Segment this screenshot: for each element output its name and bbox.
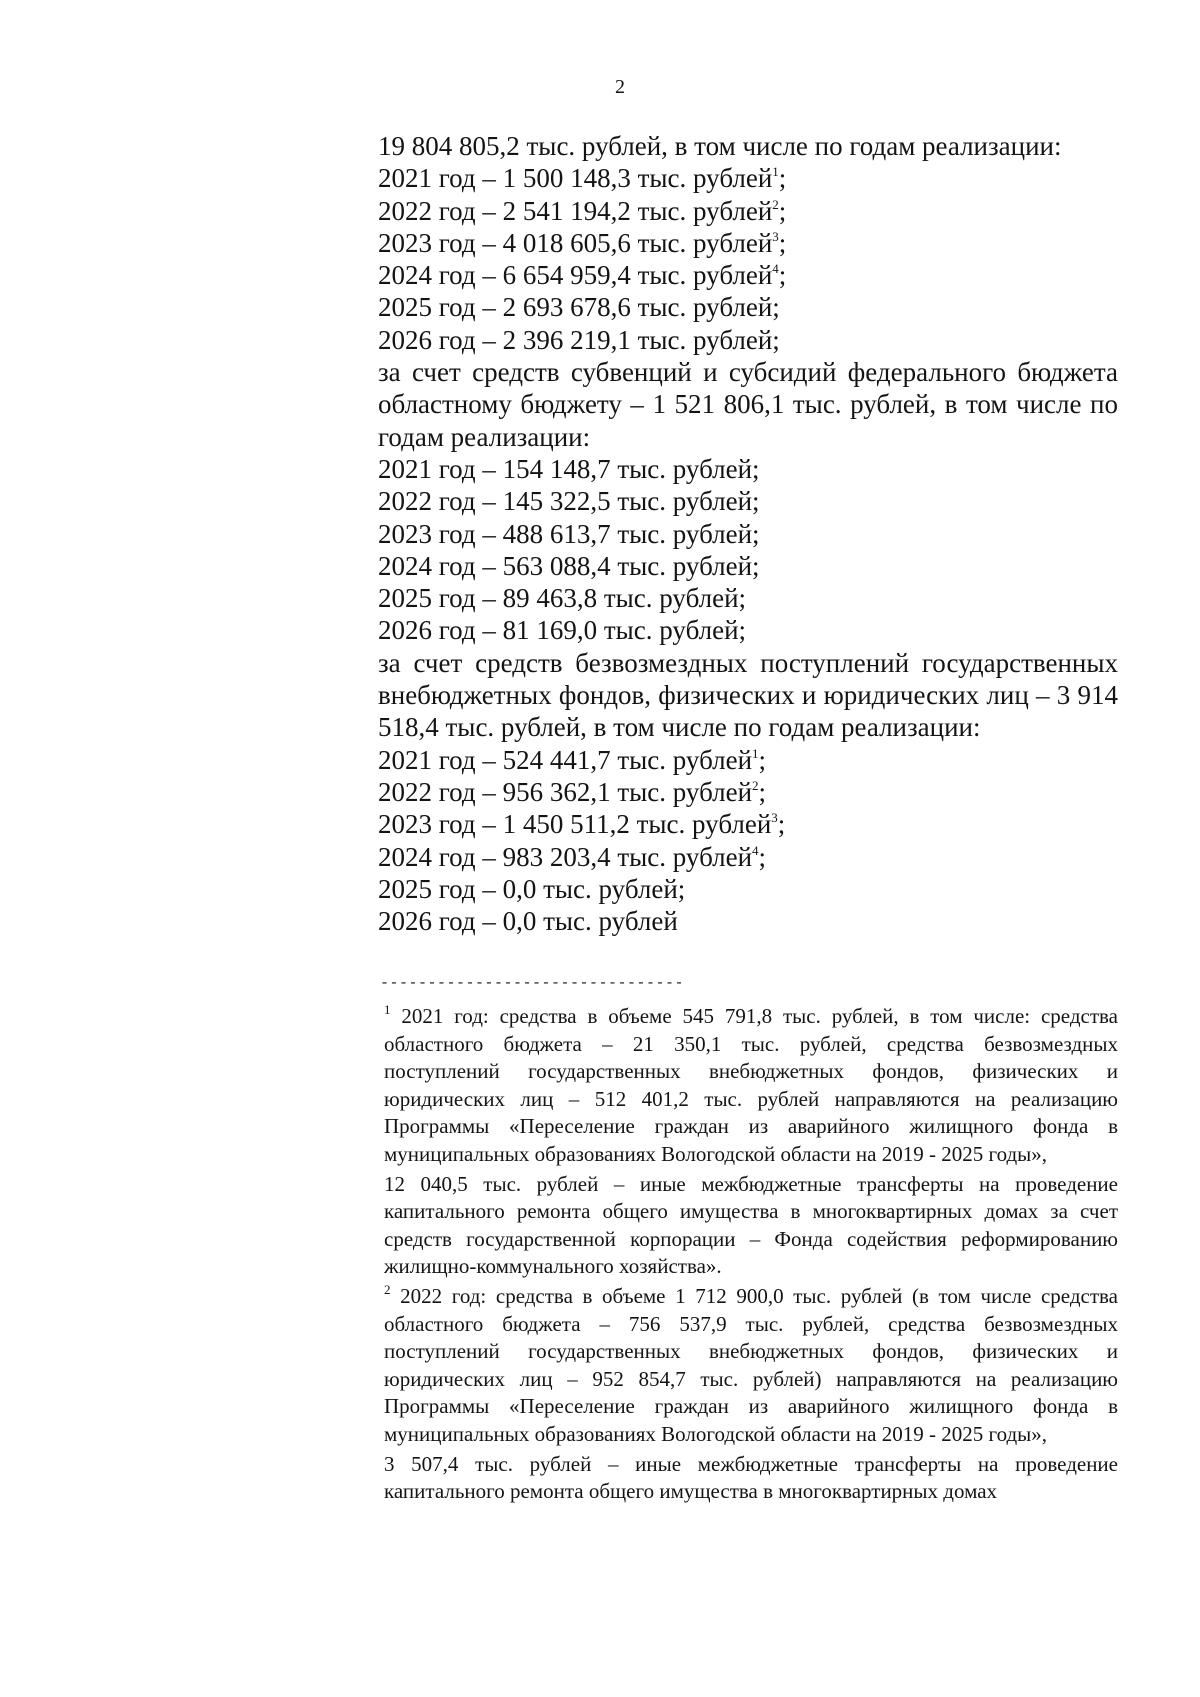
- total-year-line: 2026 год – 2 396 219,1 тыс. рублей;: [378, 324, 780, 355]
- footnote-ref: 4: [772, 261, 779, 277]
- footnote-mark: 1: [384, 1002, 391, 1017]
- federal-year-line: 2024 год – 563 088,4 тыс. рублей;: [378, 550, 760, 581]
- footnote-1: $^1$ 2021 год: средства в объеме 545 791,8 тыс. рублей, в том числе: средства областного бюджета – 21 350,1 тыс. рублей, средства безвозмездных поступлений государственных внебюджетных фондов, физических и юридических лиц – 512 401,2 тыс. рублей направляются на реализацию Программы «Переселение граждан из аварийного жилищного фонда в муниципальных образованиях Вологодской области на 2019 - 2025 годы»,: [384, 1002, 1118, 1166]
- total-year-line: 2021 год – 1 500 148,3 тыс. рублей$^1$;: [378, 163, 787, 194]
- footnote-ref: 4: [752, 842, 759, 858]
- page-number: 2: [615, 76, 625, 98]
- federal-funding-paragraph: за счет средств субвенций и субсидий федерального бюджета областному бюджету – 1 521 806,1 тыс. рублей, в том числе по годам реализации:: [378, 357, 1118, 452]
- federal-year-line: 2025 год – 89 463,8 тыс. рублей;: [378, 583, 747, 614]
- footnote-2-continuation: 3 507,4 тыс. рублей – иные межбюджетные трансферты на проведение капитального ремонта общего имущества в многоквартирных домах: [384, 1451, 1118, 1504]
- federal-year-line: 2021 год – 154 148,7 тыс. рублей;: [378, 453, 760, 484]
- federal-year-line: 2023 год – 488 613,7 тыс. рублей;: [378, 518, 760, 549]
- total-year-line: 2023 год – 4 018 605,6 тыс. рублей$^3$;: [378, 227, 787, 258]
- gratuitous-year-line: 2021 год – 524 441,7 тыс. рублей$^1$;: [378, 744, 767, 775]
- total-year-line: 2025 год – 2 693 678,6 тыс. рублей;: [378, 292, 780, 323]
- footnote-separator: --------------------------------: [380, 975, 685, 992]
- footnote-ref: 3: [771, 810, 778, 826]
- footnote-1-continuation: 12 040,5 тыс. рублей – иные межбюджетные трансферты на проведение капитального ремонта общего имущества в многоквартирных домах за счет средств государственной корпорации – Фонда содействия реформированию жилищно-коммунального хозяйства».: [384, 1171, 1118, 1279]
- total-amount-line: 19 804 805,2 тыс. рублей, в том числе по годам реализации:: [378, 131, 1062, 161]
- footnote-ref: 1: [752, 745, 759, 761]
- gratuitous-year-line: 2026 год – 0,0 тыс. рублей: [378, 906, 678, 937]
- budget-text: [378, 130, 1118, 937]
- footnote-ref: 2: [772, 196, 779, 212]
- gratuitous-funding-paragraph: за счет средств безвозмездных поступлений государственных внебюджетных фондов, физических и юридических лиц – 3 914 518,4 тыс. рублей, в том числе по годам реализации:: [378, 647, 1118, 743]
- total-year-line: 2022 год – 2 541 194,2 тыс. рублей$^2$;: [378, 195, 787, 226]
- gratuitous-year-line: 2023 год – 1 450 511,2 тыс. рублей$^3$;: [378, 809, 786, 840]
- footnotes: [384, 1003, 1118, 1508]
- federal-year-line: 2026 год – 81 169,0 тыс. рублей;: [378, 615, 747, 646]
- footnote-ref: 1: [772, 164, 779, 180]
- total-year-line: 2024 год – 6 654 959,4 тыс. рублей$^4$;: [378, 260, 787, 291]
- gratuitous-year-line: 2022 год – 956 362,1 тыс. рублей$^2$;: [378, 776, 767, 807]
- footnote-ref: 2: [752, 777, 759, 793]
- federal-year-line: 2022 год – 145 322,5 тыс. рублей;: [378, 486, 760, 517]
- footnote-ref: 3: [772, 228, 779, 244]
- footnote-mark: 2: [384, 1281, 391, 1297]
- gratuitous-year-line: 2025 год – 0,0 тыс. рублей;: [378, 873, 686, 904]
- gratuitous-year-line: 2024 год – 983 203,4 тыс. рублей$^4$;: [378, 841, 767, 872]
- footnote-2: $^2$ 2022 год: средства в объеме 1 712 900,0 тыс. рублей (в том числе средства областного бюджета – 756 537,9 тыс. рублей, средства безвозмездных поступлений государственных внебюджетных фондов, физических и юридических лиц – 952 854,7 тыс. рублей) направляются на реализацию Программы «Переселение граждан из аварийного жилищного фонда в муниципальных образованиях Вологодской области на 2019 - 2025 годы»,: [384, 1281, 1118, 1446]
